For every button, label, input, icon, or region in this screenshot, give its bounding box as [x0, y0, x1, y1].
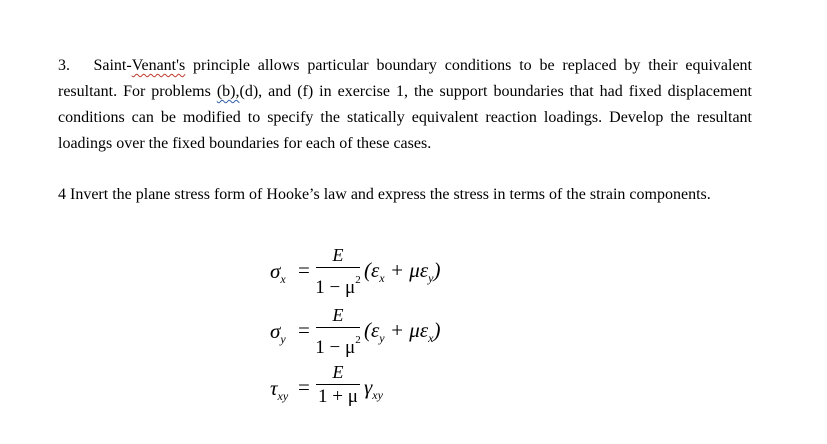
fraction: [315, 303, 361, 360]
denominator: $1 - \mu^2$: [315, 334, 361, 358]
problem-3-text-part-2: principle allows particular boundary conditions to be replaced by their equivalent resultant. For problems: [58, 57, 753, 100]
equation-lhs: $\tau_{xy}$: [270, 376, 289, 403]
equation-rhs: $(\varepsilon_x + \mu\varepsilon_y)$: [364, 258, 441, 285]
fraction: [315, 360, 361, 409]
equation-rhs: $(\varepsilon_y + \mu\varepsilon_x)$: [364, 318, 441, 345]
numerator: E: [332, 245, 344, 265]
equals-sign: =: [298, 375, 310, 399]
equals-sign: =: [298, 258, 310, 282]
equals-sign: =: [298, 318, 310, 342]
denominator: 1 + μ: [318, 386, 358, 407]
grammar-check-b: (b),: [216, 83, 240, 100]
problem-3-number: 3.: [58, 57, 70, 74]
denominator: $1 - \mu^2$: [315, 274, 361, 298]
numerator: E: [332, 362, 344, 382]
numerator: E: [332, 305, 344, 325]
problem-3-paragraph: [58, 53, 752, 157]
fraction: [315, 243, 361, 300]
problem-4-paragraph: 4 Invert the plane stress form of Hooke’s law and express the stress in terms of the strain components.: [58, 186, 711, 203]
equation-lhs: $\sigma_y$: [270, 319, 286, 346]
equation-rhs: $\gamma_{xy}$: [364, 375, 383, 402]
problem-3-text-part-1: Saint-: [93, 57, 132, 74]
problem-3-text-part-3: (d), and (f) in exercise 1, the support boundaries that had fixed displacement conditions can be modified to specify the statically equivalent reaction loadings. Develop the resultant loadings over the fixed boundaries for each of these cases.: [58, 83, 752, 152]
spellcheck-word-venants: Venant's: [131, 57, 186, 74]
equation-lhs: $\sigma_x$: [270, 259, 286, 286]
